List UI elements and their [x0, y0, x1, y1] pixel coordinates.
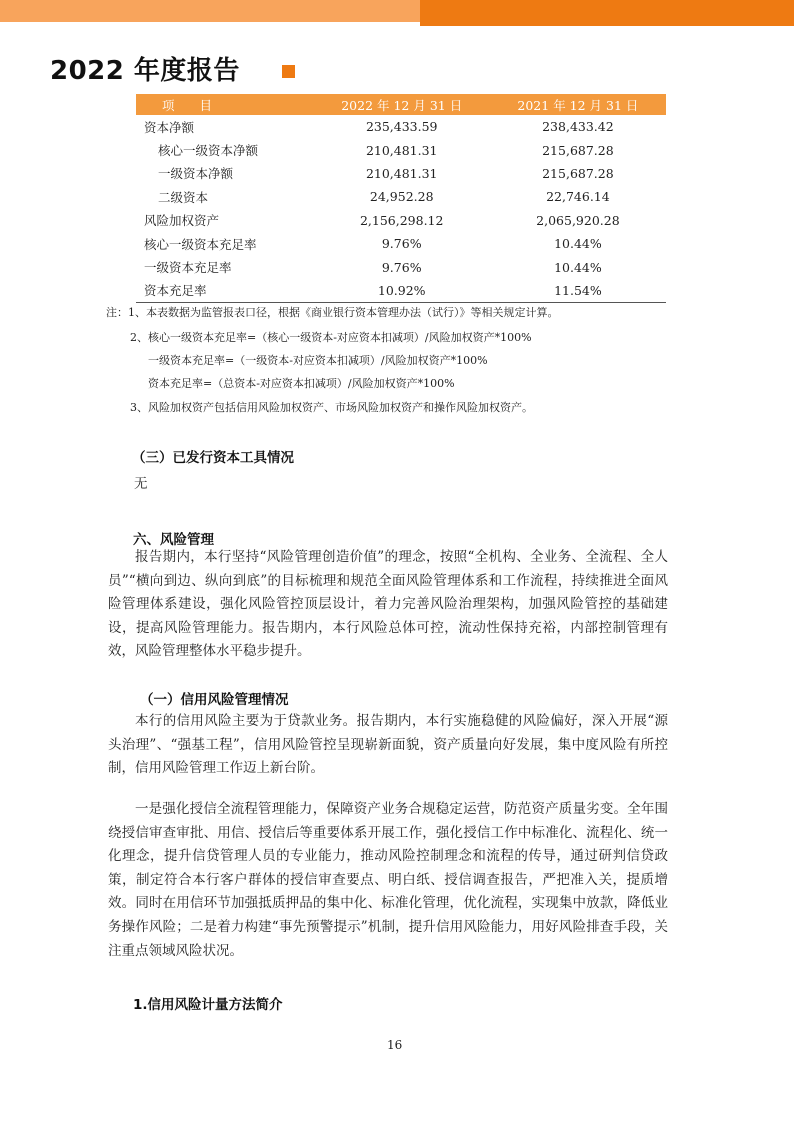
table-row: [136, 138, 666, 161]
value-2022: 9.76%: [381, 236, 422, 252]
value-2022: 24,952.28: [369, 189, 434, 205]
capital-tools-content: 无: [134, 476, 148, 492]
table-note-2: 2、核心一级资本充足率=（核心一级资本-对应资本扣减项）/风险加权资产*100%: [130, 331, 532, 344]
value-2022: 2,156,298.12: [359, 212, 444, 228]
row-label: 资本净额: [144, 119, 195, 135]
column-header-2022: 2022 年 12 月 31 日: [314, 94, 490, 115]
capital-adequacy-table: [136, 94, 666, 303]
row-label: 核心一级资本充足率: [144, 236, 257, 252]
report-title: 2022 年度报告: [50, 56, 240, 86]
table-row: [136, 115, 666, 138]
section-heading-risk-management: 六、风险管理: [133, 532, 214, 548]
table-row: [136, 279, 666, 303]
column-header-item: 项 目: [136, 94, 314, 115]
table-note-1: 注：1、本表数据为监管报表口径，根据《商业银行资本管理办法（试行）》等相关规定计算。: [106, 306, 559, 319]
credit-risk-paragraph-2: 一是强化授信全流程管理能力，保障资产业务合规稳定运营，防范资产质量劣变。全年围绕授信审查审批、用信、授信后等重要体系开展工作，强化授信工作中标准化、流程化、统一化理念，提升信贷管理人员的专业能力，推动风险控制理念和流程的传导，通过研判信贷政策，制定符合本行客户群体的授信审查要点、明白纸、授信调查报告，严把准入关，提质增效。同时在用信环节加强抵质押品的集中化、标准化管理，优化流程，实现集中放款，降低业务操作风险；二是着力构建“事先预警提示”机制，提升信用风险能力，用好风险排查手段，关注重点领域风险状况。: [108, 801, 668, 959]
subsection-heading-credit-measurement: 1.信用风险计量方法简介: [133, 997, 283, 1013]
value-2021: 215,687.28: [542, 142, 614, 158]
header-bar-light: [0, 0, 440, 22]
row-label: 核心一级资本净额: [158, 143, 259, 159]
risk-management-paragraph: 报告期内，本行坚持“风险管理创造价值”的理念，按照“全机构、全业务、全流程、全人员”“横向到边、纵向到底”的目标梳理和规范全面风险管理体系和工作流程，持续推进全面风险管理体系建设，强化风险管控顶层设计，着力完善风险治理架构，加强风险管控的基础建设，提高风险管理能力。报告期内，本行风险总体可控，流动性保持充裕，内部控制管理有效，风险管理整体水平稳步提升。: [108, 549, 668, 660]
table-row: [136, 232, 666, 255]
value-2021: 10.44%: [554, 236, 602, 252]
table-row: [136, 185, 666, 208]
value-2021: 2,065,920.28: [536, 212, 620, 228]
value-2022: 210,481.31: [365, 165, 438, 181]
value-2021: 22,746.14: [546, 189, 610, 205]
table-note-2b: 资本充足率=（总资本-对应资本扣减项）/风险加权资产*100%: [148, 377, 455, 390]
table-header-row: [136, 94, 666, 115]
table-note-2a: 一级资本充足率=（一级资本-对应资本扣减项）/风险加权资产*100%: [148, 354, 488, 367]
title-square-icon: [282, 65, 295, 78]
value-2021: 238,433.42: [542, 119, 614, 135]
column-header-2021: 2021 年 12 月 31 日: [490, 94, 666, 115]
value-2021: 11.54%: [490, 279, 666, 303]
value-2022: 235,433.59: [365, 119, 438, 135]
row-label: 资本充足率: [136, 279, 314, 303]
row-label: 风险加权资产: [144, 213, 220, 229]
header-bar-dark: [420, 0, 794, 26]
table-row: [136, 255, 666, 278]
section-heading-credit-risk: （一）信用风险管理情况: [140, 692, 289, 708]
row-label: 一级资本充足率: [144, 260, 232, 276]
table-row: [136, 209, 666, 232]
value-2021: 215,687.28: [542, 165, 614, 181]
value-2022: 10.92%: [314, 279, 490, 303]
value-2022: 9.76%: [381, 259, 422, 275]
credit-risk-paragraph-1: 本行的信用风险主要为于贷款业务。报告期内，本行实施稳健的风险偏好，深入开展“源头治理”、“强基工程”，信用风险管控呈现崭新面貌，资产质量向好发展，集中度风险有所控制，信用风险管理工作迈上新台阶。: [108, 713, 668, 777]
value-2021: 10.44%: [554, 259, 602, 275]
value-2022: 210,481.31: [365, 142, 438, 158]
table-row: [136, 162, 666, 185]
row-label: 二级资本: [158, 189, 209, 205]
page-number: 16: [387, 1038, 403, 1052]
row-label: 一级资本净额: [158, 166, 234, 182]
section-heading-capital-tools: （三）已发行资本工具情况: [132, 450, 294, 466]
table-note-3: 3、风险加权资产包括信用风险加权资产、市场风险加权资产和操作风险加权资产。: [130, 401, 533, 414]
